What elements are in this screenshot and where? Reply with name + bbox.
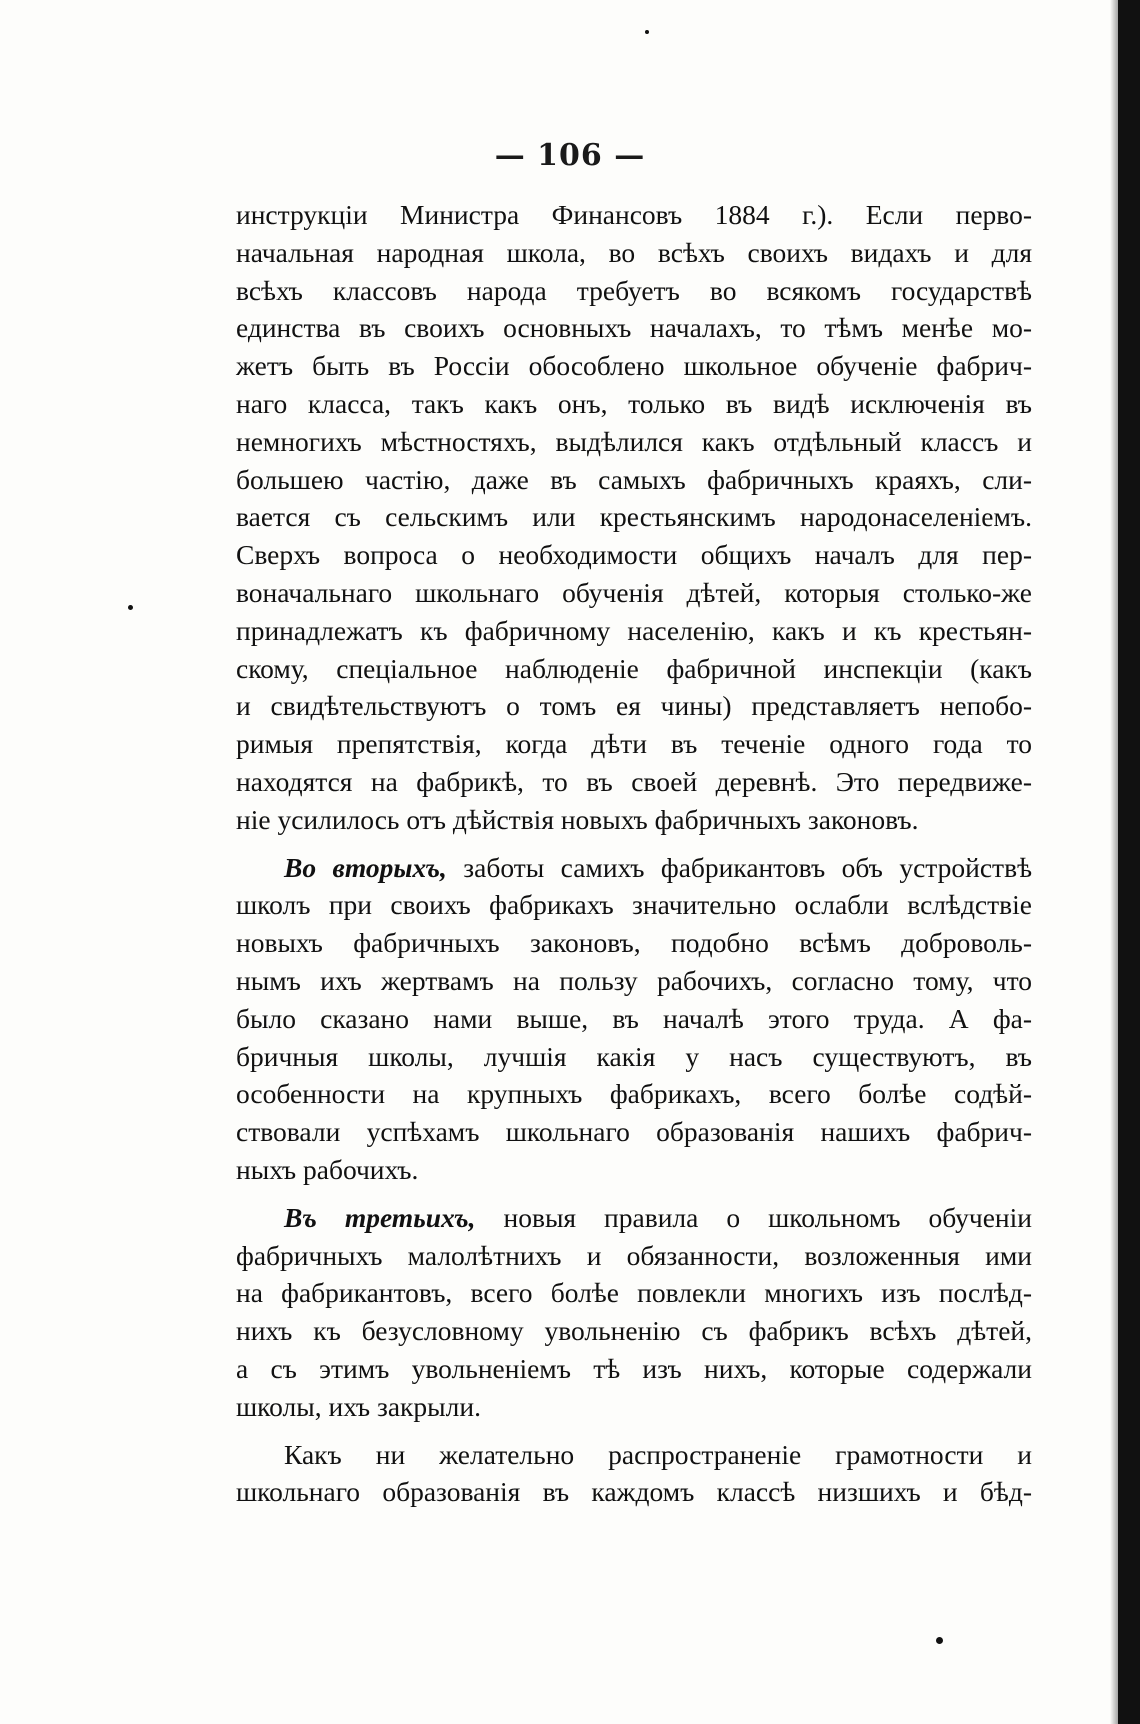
text-line: школьнаго образованія въ каждомъ классѣ низшихъ и бѣд- [236, 1476, 1032, 1508]
text-line [236, 849, 1032, 887]
text-line: нымъ ихъ жертвамъ на пользу рабочихъ, согласно тому, что [236, 964, 1032, 996]
paragraph-lead: Во вторыхъ, [284, 851, 447, 883]
text-line: нихъ къ безусловному увольненію съ фабрикъ всѣхъ дѣтей, [236, 1315, 1032, 1347]
text-line: всѣхъ классовъ народа требуетъ во всякомъ государствѣ [236, 274, 1032, 306]
text-line: школъ при своихъ фабрикахъ значительно ослабли вслѣдствіе [236, 889, 1032, 921]
paragraph-4 [236, 1436, 1032, 1512]
paragraph-1 [236, 196, 1032, 839]
text-line: воначальнаго школьнаго обученія дѣтей, которыя столько-же [236, 576, 1032, 608]
text-line: ствовали успѣхамъ школьнаго образованія нашихъ фабрич- [236, 1116, 1032, 1148]
body-text [236, 196, 1032, 1511]
text-line: на фабрикантовъ, всего болѣе повлекли многихъ изъ послѣд- [236, 1277, 1032, 1309]
text-line: находятся на фабрикѣ, то въ своей деревнѣ. Это передвиже- [236, 765, 1032, 797]
scan-speck [936, 1637, 943, 1644]
page-number: — 106 — [494, 138, 646, 173]
page-edge-shadow [1110, 0, 1118, 1724]
text-line: ныхъ рабочихъ. [236, 1153, 419, 1185]
text-line: вается съ сельскимъ или крестьянскимъ народонаселеніемъ. [236, 501, 1032, 533]
text-line: скому, спеціальное наблюденіе фабричной инспекціи (какъ [236, 652, 1032, 684]
text-line: школы, ихъ закрыли. [236, 1390, 481, 1422]
text-line: ніе усилилось отъ дѣйствія новыхъ фабричныхъ законовъ. [236, 803, 919, 835]
text-line-rest: новыя правила о школьномъ обученіи [475, 1201, 1033, 1233]
text-line: было сказано нами выше, въ началѣ этого труда. А фа- [236, 1002, 1032, 1034]
text-line: римыя препятствія, когда дѣти въ теченіе одного года то [236, 728, 1032, 760]
scan-speck [645, 30, 649, 34]
text-line: принадлежатъ къ фабричному населенію, какъ и къ крестьян- [236, 614, 1032, 646]
text-line: инструкціи Министра Финансовъ 1884 г.). Если перво- [236, 199, 1032, 230]
text-line: большею частію, даже въ самыхъ фабричныхъ краяхъ, сли- [236, 463, 1032, 495]
text-line: особенности на крупныхъ фабрикахъ, всего болѣе содѣй- [236, 1078, 1032, 1110]
page-binding-edge [1118, 0, 1140, 1724]
text-line: Какъ ни желательно распространеніе грамотности и [284, 1438, 1032, 1470]
text-line: начальная народная школа, во всѣхъ своихъ видахъ и для [236, 236, 1032, 268]
paragraph-3 [236, 1199, 1032, 1426]
text-line: немногихъ мѣстностяхъ, выдѣлился какъ отдѣльный классъ и [236, 425, 1032, 457]
scan-speck [128, 605, 133, 610]
paragraph-lead: Въ третьихъ, [284, 1201, 476, 1233]
text-line: фабричныхъ малолѣтнихъ и обязанности, возложенныя ими [236, 1239, 1032, 1271]
text-line: жетъ быть въ Россіи обособлено школьное обученіе фабрич- [236, 350, 1032, 382]
text-line: новыхъ фабричныхъ законовъ, подобно всѣмъ доброволь- [236, 927, 1032, 959]
text-line: Сверхъ вопроса о необходимости общихъ началъ для пер- [236, 539, 1032, 571]
text-line: наго класса, такъ какъ онъ, только въ видѣ исключенія въ [236, 387, 1032, 419]
text-line: а съ этимъ увольненіемъ тѣ изъ нихъ, которые содержали [236, 1352, 1032, 1384]
text-line: бричныя школы, лучшія какія у насъ существуютъ, въ [236, 1040, 1032, 1072]
text-line [236, 1199, 1032, 1237]
paragraph-2 [236, 849, 1032, 1189]
text-line: и свидѣтельствуютъ о томъ ея чины) представляетъ непобо- [236, 690, 1032, 722]
text-line-rest: заботы самихъ фабрикантовъ объ устройствѣ [446, 851, 1032, 883]
text-line: единства въ своихъ основныхъ началахъ, то тѣмъ менѣе мо- [236, 312, 1032, 344]
